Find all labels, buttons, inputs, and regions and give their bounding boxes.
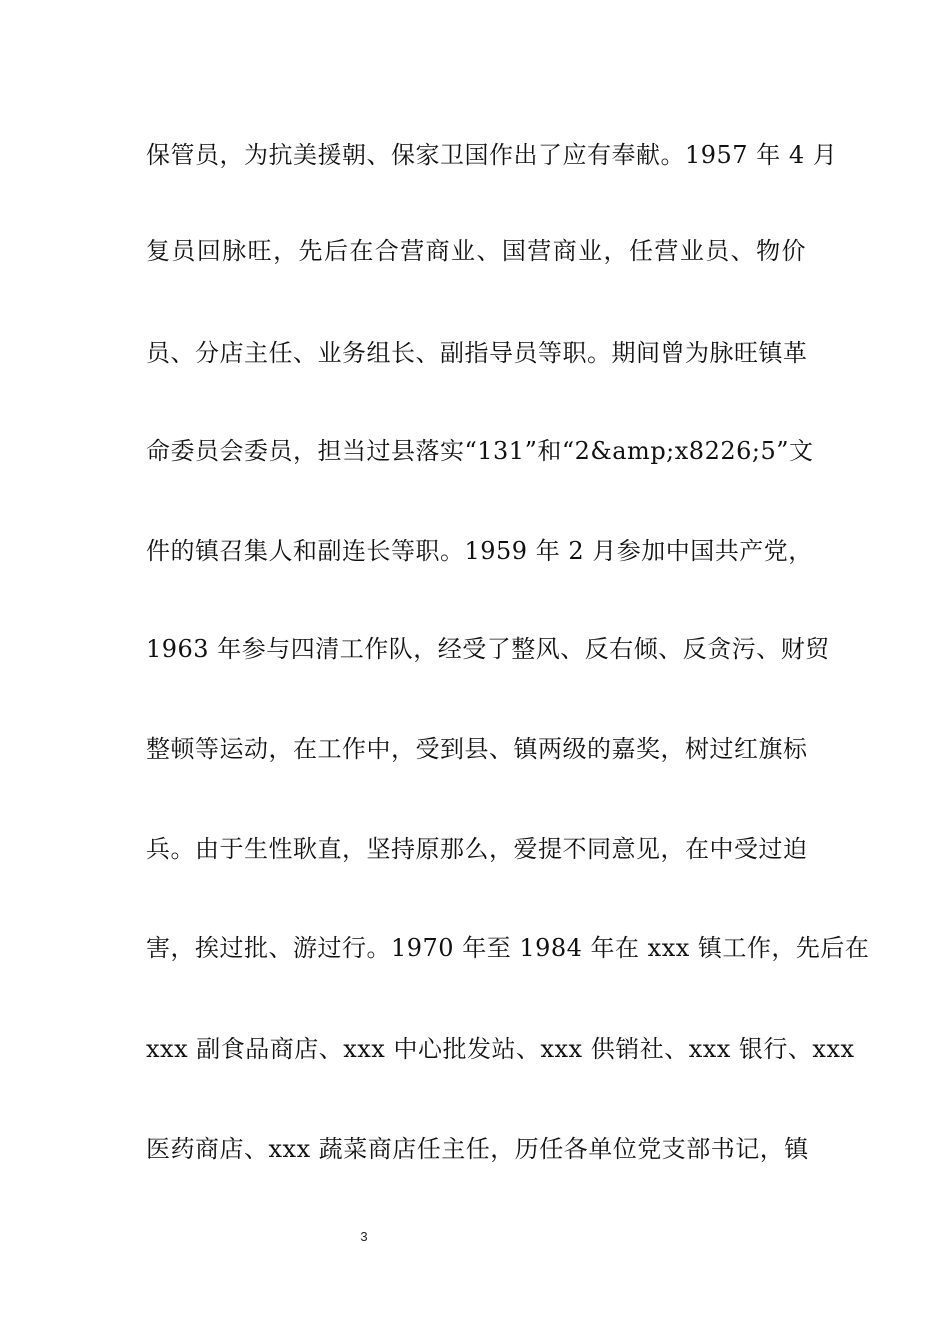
text-line-10: xxx 副食品商店、xxx 中心批发站、xxx 供销社、xxx 银行、xxx (146, 1035, 855, 1063)
text-line-3: 员、分店主任、业务组长、副指导员等职。期间曾为脉旺镇革 (146, 339, 808, 367)
page-number: 3 (360, 1229, 368, 1244)
text-line-6: 1963 年参与四清工作队，经受了整风、反右倾、反贪污、财贸 (146, 635, 830, 663)
text-line-1: 保管员，为抗美援朝、保家卫国作出了应有奉献。1957 年 4 月 (146, 141, 838, 169)
text-line-2: 复员回脉旺，先后在合营商业、国营商业，任营业员、物价 (146, 237, 806, 265)
text-line-4: 命委员会委员，担当过县落实“131”和“2&amp;x8226;5”文 (146, 437, 814, 465)
text-line-11: 医药商店、xxx 蔬菜商店任主任，历任各单位党支部书记，镇 (146, 1135, 809, 1163)
text-line-9: 害，挨过批、游过行。1970 年至 1984 年在 xxx 镇工作，先后在 (146, 934, 870, 962)
text-line-5: 件的镇召集人和副连长等职。1959 年 2 月参加中国共产党， (146, 537, 813, 565)
text-line-7: 整顿等运动，在工作中，受到县、镇两级的嘉奖，树过红旗标 (146, 735, 808, 763)
text-line-8: 兵。由于生性耿直，坚持原那么，爱提不同意见，在中受过迫 (146, 835, 808, 863)
